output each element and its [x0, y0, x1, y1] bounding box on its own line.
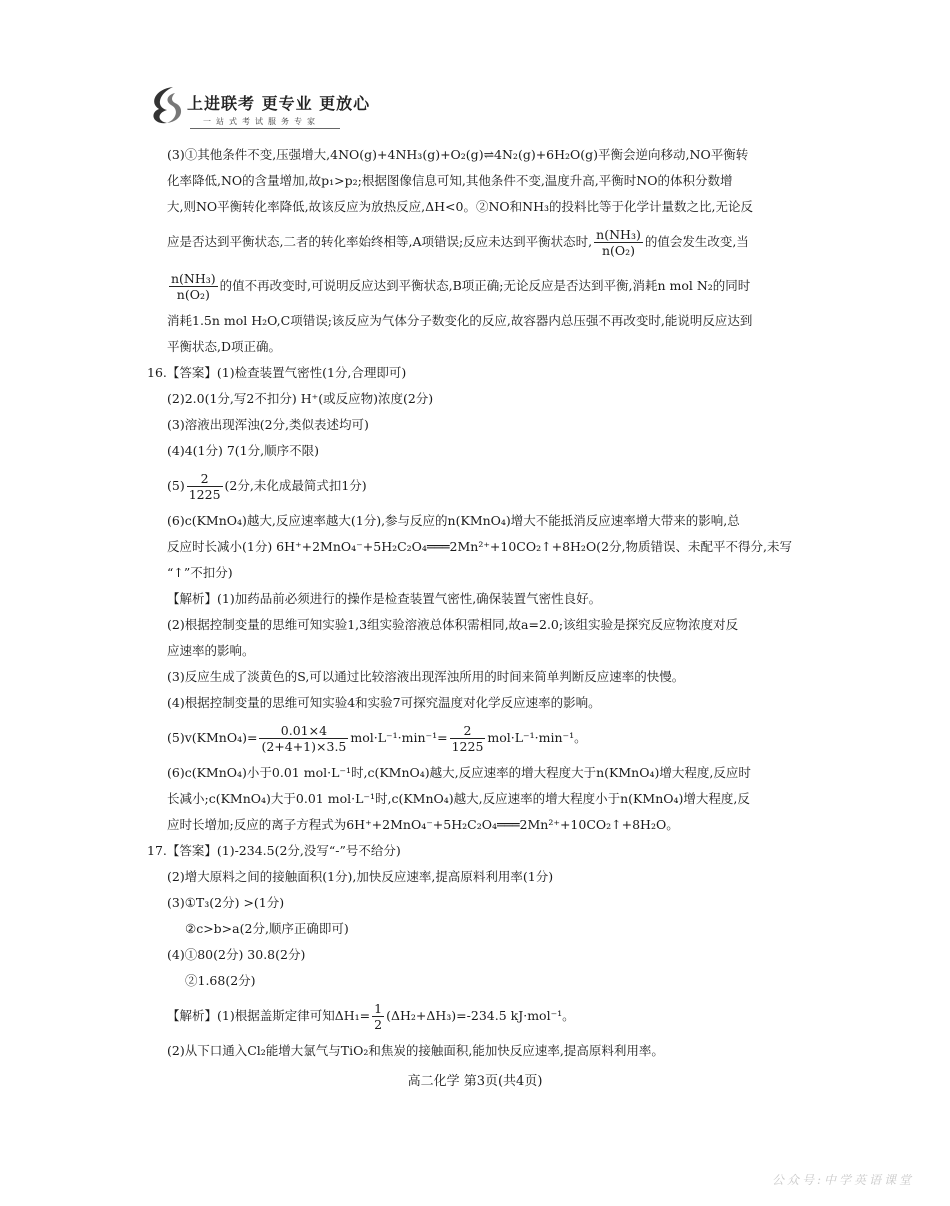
text-run: 的值不再改变时,可说明反应达到平衡状态,B项正确;无论反应是否达到平衡,消耗n mol N₂的同时: [219, 278, 751, 293]
fraction: [187, 471, 223, 502]
q16-explanation-fraction: [147, 716, 807, 760]
fraction-numerator: 1: [374, 1001, 383, 1016]
watermark: 公众号:中学英语课堂: [771, 1173, 914, 1187]
fraction-numerator: 2: [187, 471, 223, 487]
q16-explanation: 长减小;c(KMnO₄)大于0.01 mol·L⁻¹时,c(KMnO₄)越大,反应速率的增大程度小于n(KMnO₄)增大程度,反: [167, 791, 750, 806]
q17-answer: (3)①T₃(2分) >(1分): [167, 895, 285, 910]
header-logo: [145, 83, 445, 133]
logo-subtitle: 一站式考试服务专家: [203, 117, 320, 126]
fraction: [372, 1001, 384, 1032]
q16-explanation: (4)根据控制变量的思维可知实验4和实验7可探究温度对化学反应速率的影响。: [167, 695, 601, 710]
q16-explanation: 【解析】(1)加药品前必须进行的操作是检查装置气密性,确保装置气密性良好。: [167, 591, 602, 606]
q16-answer: 反应时长减小(1分) 6H⁺+2MnO₄⁻+5H₂C₂O₄═══2Mn²⁺+10CO₂↑+8H₂O(2分,物质错误、未配平不得分,未写: [167, 539, 792, 554]
q15-line: 消耗1.5n mol H₂O,C项错误;该反应为气体分子数变化的反应,故容器内总压强不再改变时,能说明反应达到: [167, 313, 753, 328]
fraction-numerator: n(NH₃): [596, 227, 641, 242]
fraction: [450, 723, 486, 754]
fraction: [594, 227, 643, 258]
text-run: (5): [167, 478, 185, 493]
fraction-denominator: n(O₂): [176, 287, 210, 302]
q16-answer-fraction: [147, 464, 807, 508]
fraction-denominator: 2: [374, 1017, 383, 1032]
q16-answer-heading: 16.【答案】(1)检查装置气密性(1分,合理即可): [147, 365, 407, 380]
text-run: 应是否达到平衡状态,二者的转化率始终相等,A项错误;反应未达到平衡状态时,: [167, 234, 593, 249]
text-run: mol·L⁻¹·min⁻¹。: [487, 730, 587, 745]
q15-line: (3)①其他条件不变,压强增大,4NO(g)+4NH₃(g)+O₂(g)⇌4N₂(g)+6H₂O(g)平衡会逆向移动,NO平衡转: [167, 147, 749, 162]
q16-answer: (6)c(KMnO₄)越大,反应速率越大(1分),参与反应的n(KMnO₄)增大不能抵消反应速率增大带来的影响,总: [167, 513, 740, 528]
q16-answer: (4)4(1分) 7(1分,顺序不限): [167, 443, 319, 458]
content-body: [147, 142, 807, 1064]
q17-answer: (2)增大原料之间的接触面积(1分),加快反应速率,提高原料利用率(1分): [167, 869, 554, 884]
q15-line-with-fraction: [147, 264, 807, 308]
fraction-numerator: 0.01×4: [259, 723, 348, 739]
text-run: 【解析】(1)根据盖斯定律可知ΔH₁=: [167, 1008, 371, 1023]
q15-line: 大,则NO平衡转化率降低,故该反应为放热反应,ΔH<0。②NO和NH₃的投料比等于化学计量数之比,无论反: [167, 199, 753, 214]
q17-answer: (4)①80(2分) 30.8(2分): [167, 947, 306, 962]
text-run: (5)v(KMnO₄)=: [167, 730, 258, 745]
q16-answer: “↑”不扣分): [167, 565, 233, 580]
fraction-denominator: 1225: [188, 487, 221, 502]
fraction-denominator: (2+4+1)×3.5: [261, 739, 347, 754]
q17-answer: ②c>b>a(2分,顺序正确即可): [185, 921, 349, 936]
text-run: 的值会发生改变,当: [644, 234, 749, 249]
q15-line: 化率降低,NO的含量增加,故p₁>p₂;根据图像信息可知,其他条件不变,温度升高,平衡时NO的体积分数增: [167, 173, 733, 188]
page-footer: 高二化学 第3页(共4页): [407, 1074, 543, 1089]
text-run: (ΔH₂+ΔH₃)=-234.5 kJ·mol⁻¹。: [386, 1008, 575, 1023]
q15-line-with-fraction: [147, 220, 807, 264]
q16-explanation: 应速率的影响。: [167, 643, 255, 658]
fraction: [259, 723, 348, 754]
q16-answer: (2)2.0(1分,写2不扣分) H⁺(或反应物)浓度(2分): [167, 391, 434, 406]
text-run: mol·L⁻¹·min⁻¹=: [350, 730, 448, 745]
q17-explanation-fraction: [147, 994, 807, 1038]
fraction-denominator: n(O₂): [601, 243, 636, 258]
text-run: (2分,未化成最简式扣1分): [224, 478, 367, 493]
fraction-numerator: 2: [450, 723, 486, 739]
logo-title: 上进联考 更专业 更放心: [187, 94, 371, 113]
header-divider: [190, 128, 340, 129]
q17-explanation: (2)从下口通入Cl₂能增大氯气与TiO₂和焦炭的接触面积,能加快反应速率,提高原料利用率。: [167, 1043, 664, 1058]
q17-answer-heading: 17.【答案】(1)-234.5(2分,没写“-”号不给分): [147, 843, 401, 858]
q16-answer: (3)溶液出现浑浊(2分,类似表述均可): [167, 417, 369, 432]
q16-explanation: 应时长增加;反应的离子方程式为6H⁺+2MnO₄⁻+5H₂C₂O₄═══2Mn²⁺+10CO₂↑+8H₂O。: [167, 817, 679, 832]
q16-explanation: (6)c(KMnO₄)小于0.01 mol·L⁻¹时,c(KMnO₄)越大,反应速率的增大程度大于n(KMnO₄)增大程度,反应时: [167, 765, 751, 780]
logo-swirl-icon: [145, 83, 185, 127]
q16-explanation: (2)根据控制变量的思维可知实验1,3组实验溶液总体积需相同,故a=2.0;该组实验是探究反应物浓度对反: [167, 617, 739, 632]
q16-explanation: (3)反应生成了淡黄色的S,可以通过比较溶液出现浑浊所用的时间来简单判断反应速率的快慢。: [167, 669, 685, 684]
q15-line: 平衡状态,D项正确。: [167, 339, 281, 354]
q17-answer: ②1.68(2分): [185, 973, 256, 988]
fraction-numerator: n(NH₃): [171, 271, 216, 286]
fraction: [169, 271, 218, 302]
fraction-denominator: 1225: [451, 739, 484, 754]
